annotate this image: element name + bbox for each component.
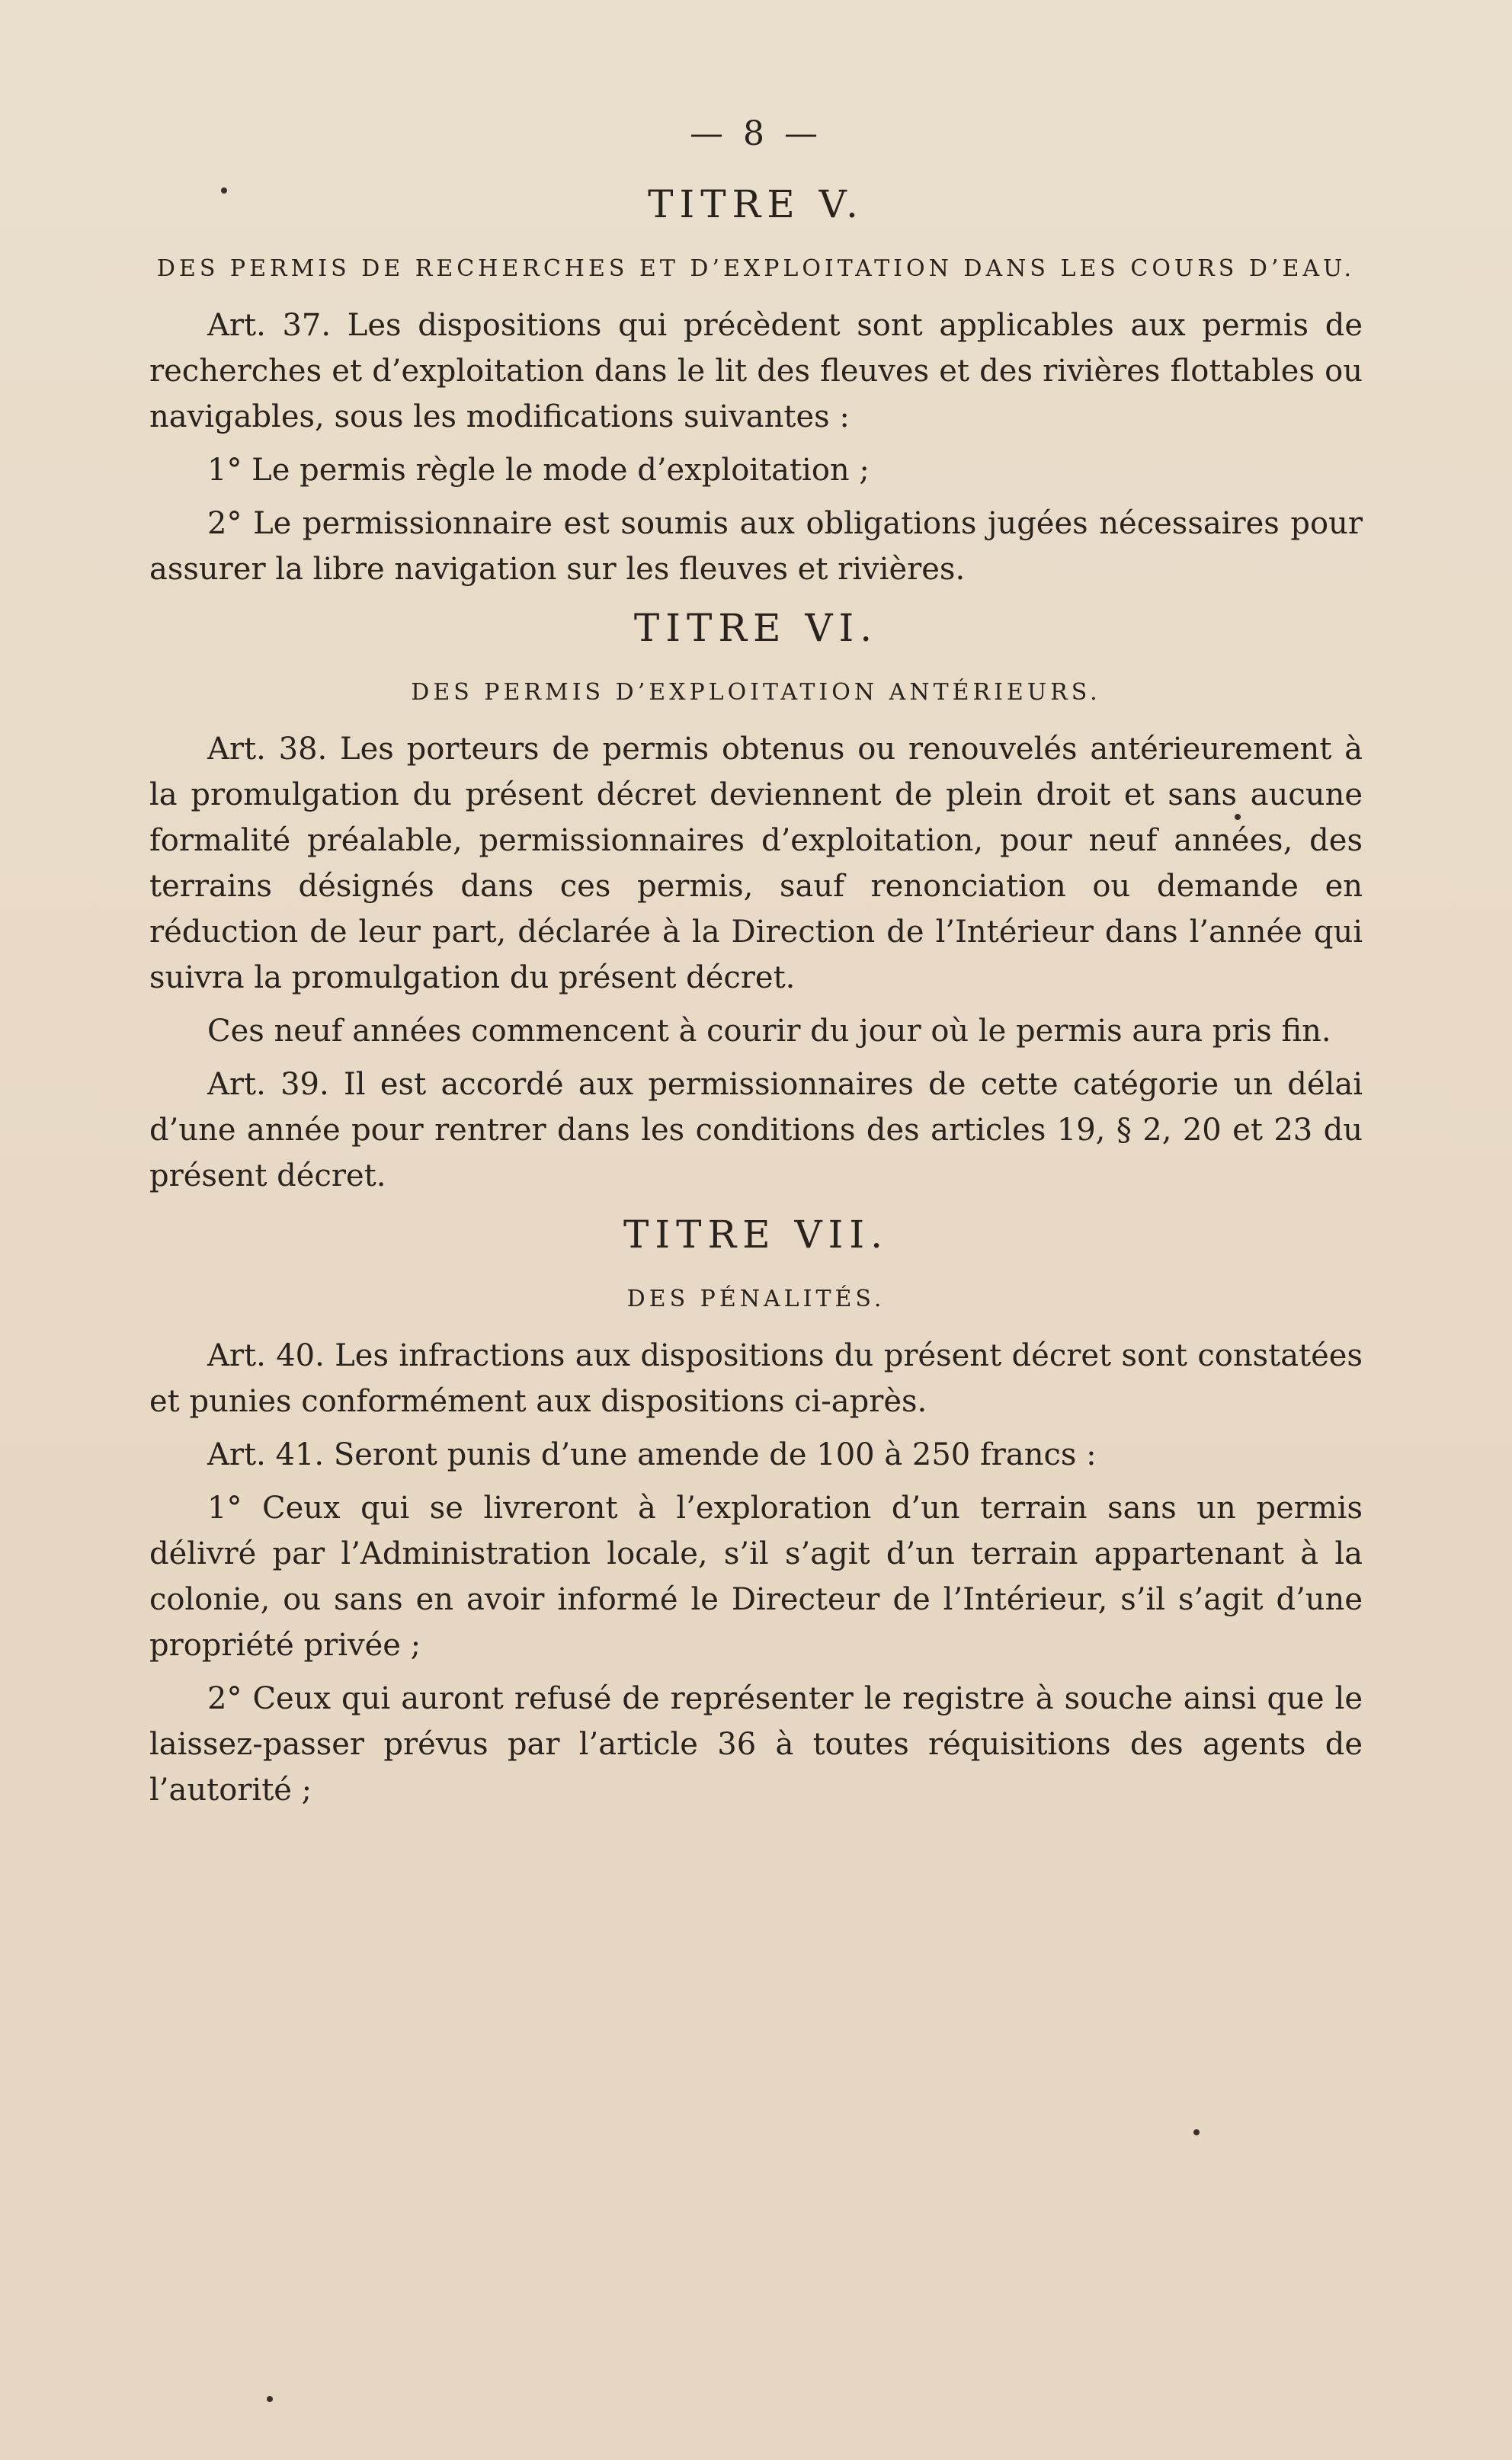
- titre-vi-section: [149, 606, 1363, 1199]
- article-paragraph: Ces neuf années commencent à courir du jour où le permis aura pris fin.: [207, 1014, 1331, 1049]
- article-paragraph: Art. 37. Les dispositions qui précèdent sont applicables aux permis de recherches et d’exploitation dans le lit des fleuves et des rivières flottables ou navigables, sous les modifications suivantes :: [149, 308, 1363, 434]
- titre-v-section: [149, 182, 1363, 592]
- article-paragraph: Art. 39. Il est accordé aux permissionnaires de cette catégorie un délai d’une année pour rentrer dans les conditions des articles 19, § 2, 20 et 23 du présent décret.: [149, 1067, 1363, 1193]
- section-heading: DES PÉNALITÉS.: [626, 1286, 886, 1312]
- section-heading: DES PERMIS D’EXPLOITATION ANTÉRIEURS.: [411, 679, 1101, 706]
- section-heading: DES PERMIS DE RECHERCHES ET D’EXPLOITATION DANS LES COURS D’EAU.: [156, 255, 1356, 282]
- section-title: TITRE VI.: [633, 606, 879, 650]
- article-paragraph: 1° Ceux qui se livreront à l’exploration d’un terrain sans un permis délivré par l’Administration locale, s’il s’agit d’un terrain appartenant à la colonie, ou sans en avoir informé le Directeur de l’Intérieur, s’il s’agit d’une propriété privée ;: [149, 1491, 1363, 1663]
- article-paragraph: Art. 41. Seront punis d’une amende de 100 à 250 francs :: [207, 1437, 1097, 1472]
- page-number: — 8 —: [690, 114, 822, 153]
- ink-speck: [1193, 2129, 1200, 2135]
- page-content: [149, 114, 1363, 1821]
- section-title: TITRE VII.: [623, 1212, 889, 1257]
- section-title: TITRE V.: [648, 182, 864, 226]
- titre-vii-section: [149, 1212, 1363, 1813]
- article-paragraph: Art. 38. Les porteurs de permis obtenus ou renouvelés antérieurement à la promulgation du présent décret deviennent de plein droit et sans aucune formalité préalable, permissionnaires d’exploitation, pour neuf années, des terrains désignés dans ces permis, sauf renonciation ou demande en réduction de leur part, déclarée à la Direction de l’Intérieur dans l’année qui suivra la promulgation du présent décret.: [149, 732, 1363, 995]
- article-paragraph: 1° Le permis règle le mode d’exploitation ;: [207, 453, 870, 488]
- article-paragraph: Art. 40. Les infractions aux dispositions du présent décret sont constatées et punies conformément aux dispositions ci-après.: [149, 1338, 1363, 1419]
- article-paragraph: 2° Ceux qui auront refusé de représenter le registre à souche ainsi que le laissez-passer prévus par l’article 36 à toutes réquisitions des agents de l’autorité ;: [149, 1681, 1363, 1808]
- article-paragraph: 2° Le permissionnaire est soumis aux obligations jugées nécessaires pour assurer la libre navigation sur les fleuves et rivières.: [149, 506, 1363, 587]
- ink-speck: [267, 2396, 273, 2402]
